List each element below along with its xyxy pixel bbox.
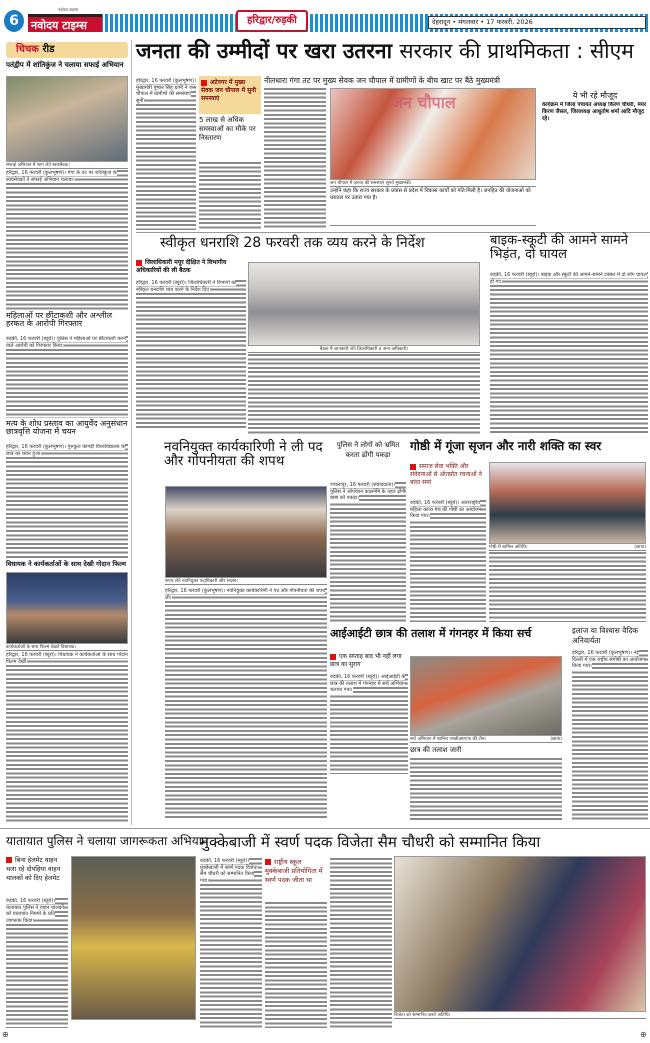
seminar-body-2: [489, 552, 646, 622]
section-tab: हरिद्वार/रुड़की: [236, 10, 308, 32]
boxing-photo: [394, 856, 646, 1012]
column-title-a: चिचक: [16, 44, 39, 55]
dateline: देहरादून • मंगलवार • 17 फरवरी, 2026: [428, 16, 646, 29]
funds-kicker: जिलाधिकारी मयूर दीक्षित ने विभागीय अधिकारियों की ली बैठक: [136, 258, 246, 274]
story1-photo: [6, 76, 128, 162]
story4-caption: कार्यकर्ताओं के साथ फिल्म देखते विधायक।: [6, 644, 128, 651]
lead-headline: जनता की उम्मीदों पर खरा उतरना सरकार की प्राथमिकता : सीएम: [136, 39, 634, 63]
oath-photo: [165, 486, 327, 578]
lead-body-col2: [199, 162, 261, 230]
vedic-body: हरिद्वार, 16 फरवरी (कुलभूषण)। नई दिल्ली में एक राष्ट्रीय संगोष्ठी का आयोजन किया गया।: [572, 650, 648, 822]
boxing-kicker: राष्ट्रीय स्कूल मुक्केबाजी प्रतियोगिता में स्वर्ण पदक जीता था: [265, 858, 327, 885]
iit-body: रुड़की, 16 फरवरी (ब्यूरो)। आईआईटी के छात्र की तलाश में गंगनहर में सर्च अभियान चलाया गया।: [330, 674, 408, 774]
story1-headline: पतंद्वीप में शांतिकुंज ने चलाया सफाई अभियान: [6, 61, 124, 69]
oath-caption: शपथ लेते नवनियुक्त पदाधिकारी और सदस्य।: [165, 578, 327, 585]
registration-mark-icon: ⊕: [640, 1030, 647, 1039]
iit-credit: (छाया): [550, 737, 562, 742]
lead-sidebar-body: कार्यक्रम में जिला पंचायत अध्यक्ष किरण चौधरी, मेयर किरण जैसल, जिलाध्यक्ष आशुतोष शर्मा आदि मौजूद रहे।: [542, 102, 647, 123]
seminar-caption-row: [489, 544, 646, 551]
story4-body: हरिद्वार, 16 फरवरी (ब्यूरो)। विधायक ने कार्यकर्ताओं के साथ गोदान फिल्म देखी।: [6, 652, 128, 822]
seminar-caption: गोष्ठी में शामिल अतिथि।: [489, 545, 528, 550]
story3-headline: मत्य के शोध प्रस्ताव का आयुर्वेद अनुसंधान छात्रवृत्ति योजना में चयन: [6, 419, 128, 437]
boxing-body-2: [265, 902, 327, 1028]
paper-logo: नवोदय टाइम्स: [28, 14, 102, 32]
iit-kicker: एक सप्ताह बाद भी नहीं लगा छात्र का सुराग: [330, 652, 408, 668]
column-title: [6, 42, 128, 58]
fake-headline: पुलिस ने लोगों को भ्रमित करता ढोंगी पकड़ा: [336, 441, 400, 459]
lead-subheadline: नीलधारा गंगा तट पर मुख्य सेवक जन चौपाल में ग्रामीणों के बीच खाट पर बैठे मुख्यमंत्री: [264, 76, 500, 85]
lead-caption: जन चौपाल में जनता की समस्याएं सुनते मुख्यमंत्री।: [330, 180, 536, 187]
iit-sub2: छात्र की तलाश जारी: [410, 746, 462, 754]
fake-body: ज्वालापुर, 16 फरवरी (संवाददाता)। पुलिस ने ऑपरेशन कालनेमि के तहत ढोंगी बाबा को पकड़ा।: [330, 482, 406, 622]
funds-photo: [248, 262, 480, 346]
iit-caption-row: [410, 736, 562, 743]
iit-headline: आईआईटी छात्र की तलाश में गंगनहर में किया सर्च: [330, 627, 532, 640]
funds-caption: बैठक में जानकारी लेते जिलाधिकारी व अन्य अधिकारी।: [248, 346, 480, 353]
bike-body: रुड़की, 16 फरवरी (ब्यूरो)। बाइक और स्कूटी की आमने-सामने टक्कर में दो लोग घायल हो गए।: [490, 272, 648, 434]
lead-body-col1: हरिद्वार, 16 फरवरी (कुलभूषण)। मुख्यमंत्री पुष्कर सिंह धामी ने जन चौपाल में ग्रामीणों की समस्याएं सुनीं।: [136, 78, 196, 230]
column-title-b: रीड: [42, 44, 55, 55]
traffic-kicker: बिना हेलमेट वाहन चला रहे दोपहिया वाहन चालकों को दिए हेलमेट: [6, 856, 68, 883]
page-number: 6: [4, 10, 24, 32]
seminar-kicker: समाज सेवा भक्ति और संवेदनाओं से ओतप्रोत रचनाओं ने बांधा समां: [410, 462, 486, 486]
oath-headline: नवनियुक्त कार्यकारिणी ने ली पद और गोपनीयता की शपथ: [164, 439, 323, 470]
boxing-caption: विजेता को सम्मानित करते अतिथि।: [394, 1012, 646, 1019]
seminar-body: रुड़की, 16 फरवरी (ब्यूरो)। अंतरराष्ट्रीय महिला काव्य मंच की गोष्ठी का आयोजन किया गया।: [410, 500, 486, 622]
story2-body: रुड़की, 16 फरवरी (ब्यूरो)। पुलिस ने महिलाओं पर छींटाकशी करने वाले आरोपी को गिरफ्तार किया।: [6, 336, 128, 418]
story3-body: हरिद्वार, 16 फरवरी (कुलभूषण)। गुरुकुल कांगड़ी विश्वविद्यालय के छात्र का चयन हुआ।: [6, 444, 128, 558]
iit-body-2: [410, 758, 562, 822]
funds-body: हरिद्वार, 16 फरवरी (ब्यूरो)। जिलाधिकारी ने विभागों को स्वीकृत धनराशि व्यय करने के निर्देश दिए।: [136, 280, 246, 430]
logo-small-label: नवोदय टाइम्स: [58, 7, 79, 12]
boxing-headline: मुक्केबाजी में स्वर्ण पदक विजेता सैम चौधरी को सम्मानित किया: [200, 833, 541, 851]
story4-photo: [6, 572, 128, 644]
boxing-body: रुड़की, 16 फरवरी (ब्यूरो)। मुक्केबाजी में स्वर्ण पदक विजेता सैम चौधरी को सम्मानित किया गया।: [200, 858, 262, 1028]
bike-headline: बाइक-स्कूटी की आमने सामने भिड़ंत, दो घायल: [490, 233, 628, 262]
traffic-headline: यातायात पुलिस ने चलाया जागरूकता अभियान: [6, 834, 209, 848]
story2-headline: महिलाओं पर छींटाकशी और अश्लील हरकत के आरोपी गिरफ्तार: [6, 311, 112, 329]
story4-headline: विधायक ने कार्यकर्ताओं के साथ देखी गोदान फिल्म: [6, 560, 127, 568]
lead-body-col3: [264, 88, 326, 230]
bottom-divider: [0, 828, 650, 829]
seminar-photo: [489, 462, 646, 544]
lead-box-title: अटेनगर में मुख्य सेवक जन चौपाल में सुनी समस्याएं: [199, 76, 261, 114]
vedic-headline: इलाज या विश्वास वैदिक अनिवार्यता: [572, 626, 639, 645]
funds-headline: स्वीकृत धनराशि 28 फरवरी तक व्यय करने के निर्देश: [160, 235, 425, 251]
iit-caption: सर्च अभियान में शामिल एसडीआरएफ की टीम।: [410, 737, 487, 742]
oath-body: हरिद्वार, 16 फरवरी (कुलभूषण)। नवनियुक्त कार्यकारिणी ने पद और गोपनीयता की शपथ ली।: [165, 588, 327, 820]
lead-box-sub: 5 लाख से अधिक समस्याओं का मौके पर निस्तारण: [199, 116, 261, 143]
funds-body-2: [248, 354, 480, 434]
seminar-credit: (छाया): [634, 545, 646, 550]
registration-mark-icon: ⊕: [2, 1030, 9, 1039]
seminar-headline: गोष्ठी में गूंजा सृजन और नारी शक्ति का स्वर: [410, 439, 602, 453]
traffic-body: रुड़की, 16 फरवरी (ब्यूरो)। यातायात पुलिस ने वाहन चालकों को यातायात नियमों के प्रति जागरूक किया।: [6, 898, 68, 1028]
lead-quote: उन्होंने कहा कि राज्य सरकार के प्रयास से प्रदेश में विकास कार्यों को गति मिली है। जनहित की योजनाओं को धरातल पर उतारा गया है।: [330, 188, 536, 226]
column-divider: [131, 40, 132, 825]
traffic-photo: [71, 856, 196, 1020]
lead-sidebar-title: ये भी रहे मौजूद: [572, 91, 618, 100]
photo-banner-text: जन चौपाल: [391, 93, 456, 112]
story1-caption: सफाई अभियान में भाग लेते स्वयंसेवक।: [6, 162, 128, 169]
story1-body: हरिद्वार, 16 फरवरी (कुलभूषण)। गंगा के तट पर शांतिकुंज के स्वयंसेवकों ने सफाई अभियान चलाया।: [6, 170, 128, 310]
boxing-body-3: [330, 858, 392, 1028]
lead-photo: [330, 88, 536, 180]
iit-photo: [410, 656, 562, 736]
